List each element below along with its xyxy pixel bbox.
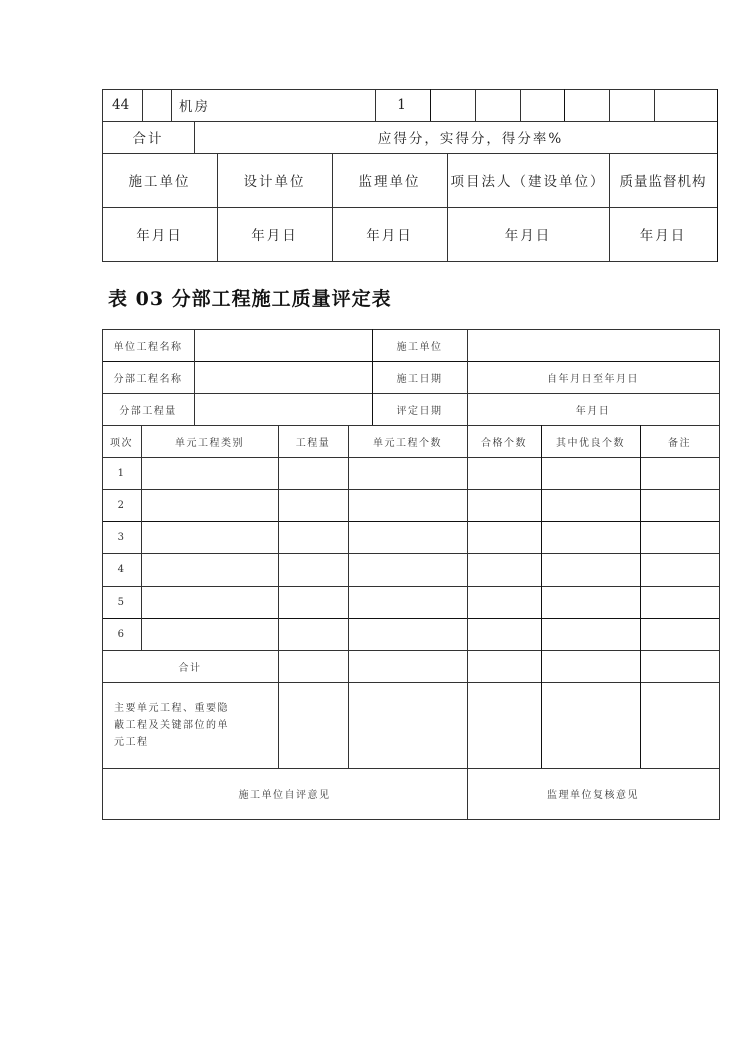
row-index: 4 — [117, 564, 126, 575]
sign-header-owner: 项目法人（建设单位） — [450, 174, 606, 190]
sign-header-supervision: 监理单位 — [358, 174, 421, 190]
score-summary: 应得分，实得分，得分率% — [377, 131, 564, 147]
construction-date-value[interactable]: 自年月日至年月日 — [547, 373, 639, 385]
sub-quantity-field[interactable] — [194, 393, 372, 425]
sign-date: 年月日 — [136, 228, 183, 244]
table-border — [102, 819, 720, 820]
sign-date: 年月日 — [366, 228, 413, 244]
table-border — [475, 89, 476, 121]
table-border — [102, 586, 720, 587]
sign-date: 年月日 — [639, 228, 687, 244]
sign-header-quality-supervision: 质量监督机构 — [619, 174, 707, 190]
table-border — [102, 618, 720, 619]
construction-unit-field[interactable] — [467, 329, 719, 361]
sub-quantity-label: 分部工程量 — [119, 405, 177, 417]
self-eval-opinion[interactable]: 施工单位自评意见 — [238, 790, 331, 801]
table-border — [654, 89, 655, 121]
row-index: 3 — [117, 531, 126, 543]
row-index: 1 — [117, 467, 126, 479]
table-border — [719, 329, 720, 820]
table-border — [467, 425, 468, 819]
table-border — [142, 89, 143, 121]
construction-unit-label: 施工单位 — [396, 341, 443, 353]
table-border — [102, 457, 720, 458]
col-header-quantity: 工程量 — [295, 437, 331, 449]
row-index: 44 — [112, 97, 130, 113]
total-label: 合计 — [132, 131, 164, 147]
row-index: 5 — [117, 596, 126, 608]
form-title: 表 03 分部工程施工质量评定表 — [108, 288, 392, 310]
key-units-cell — [102, 682, 278, 768]
sign-date: 年月日 — [251, 228, 298, 244]
sign-header-construction: 施工单位 — [128, 174, 191, 190]
row-count: 1 — [397, 97, 408, 113]
row-index: 2 — [117, 499, 126, 511]
total-label: 合计 — [178, 662, 202, 674]
table-border — [278, 425, 279, 768]
unit-project-field[interactable] — [194, 329, 372, 361]
key-units-label: 主要单元工程、重要隐蔽工程及关键部位的单元工程 — [114, 702, 229, 748]
sign-header-design: 设计单位 — [243, 174, 306, 190]
table-border — [141, 425, 142, 650]
table-border — [102, 261, 718, 262]
col-header-index: 项次 — [110, 437, 133, 449]
table-border — [564, 89, 565, 121]
col-header-excellent: 其中优良个数 — [556, 437, 625, 449]
row-index: 6 — [117, 628, 126, 640]
col-header-qualified: 合格个数 — [481, 437, 527, 449]
sign-date: 年月日 — [504, 228, 552, 244]
eval-date-value[interactable]: 年月日 — [575, 405, 611, 417]
row-name: 机房 — [179, 99, 210, 115]
table-border — [609, 89, 610, 121]
table-border — [640, 425, 641, 768]
sub-project-field[interactable] — [194, 361, 372, 393]
table-border — [102, 489, 720, 490]
table-border — [102, 553, 720, 554]
sub-project-label: 分部工程名称 — [113, 373, 183, 385]
eval-date-label: 评定日期 — [396, 405, 443, 417]
unit-project-label: 单位工程名称 — [113, 341, 183, 353]
supervision-review-opinion[interactable]: 监理单位复核意见 — [547, 790, 639, 801]
table-border — [348, 425, 349, 768]
table-border — [520, 89, 521, 121]
table-border — [102, 521, 720, 522]
col-header-remarks: 备注 — [668, 437, 691, 449]
table-border — [717, 89, 718, 262]
table-border — [430, 89, 431, 121]
construction-date-label: 施工日期 — [396, 373, 443, 385]
col-header-category: 单元工程类别 — [175, 437, 244, 449]
table-border — [541, 425, 542, 768]
col-header-unit-count: 单元工程个数 — [373, 437, 442, 449]
